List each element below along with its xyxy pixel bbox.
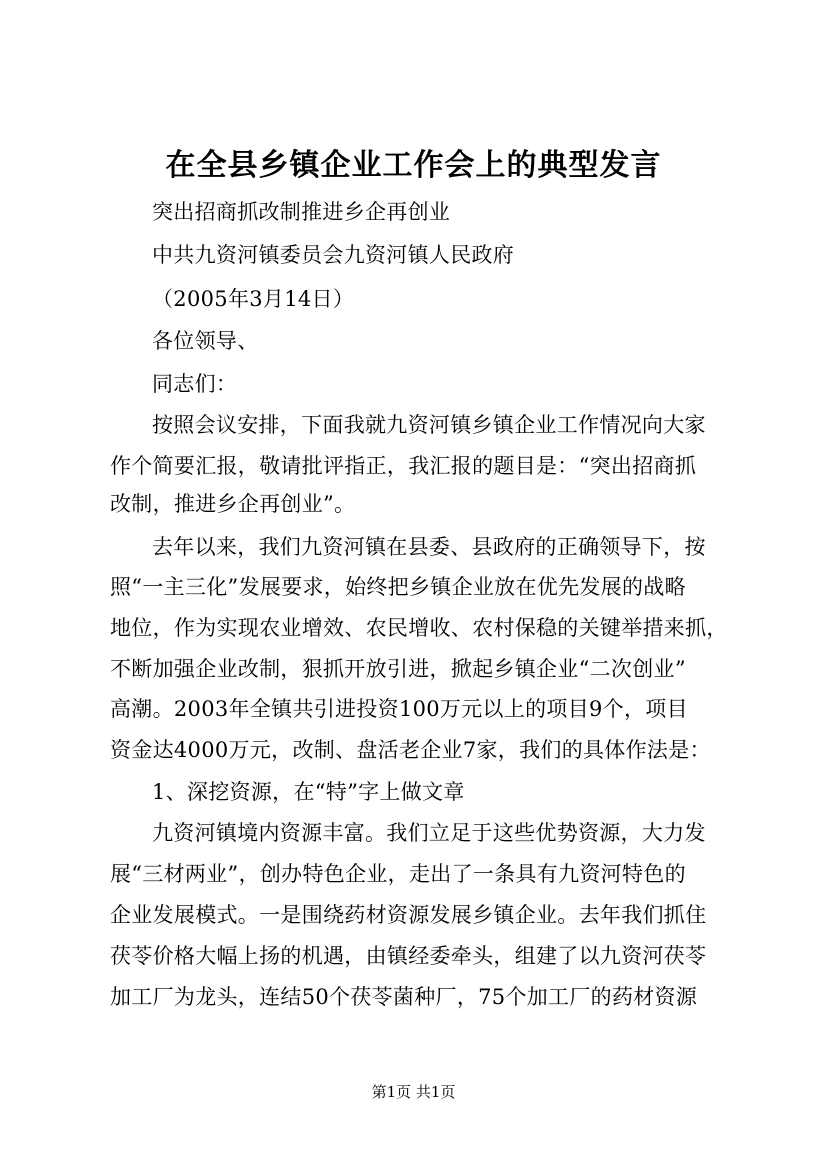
body-text-line: 改制，推进乡企再创业”。 [110, 492, 356, 516]
body-text-line: 按照会议安排，下面我就九资河镇乡镇企业工作情况向大家 [152, 413, 706, 437]
section-heading: 1、深挖资源，在“特”字上做文章 [152, 780, 465, 804]
body-text-line: 照“一主三化”发展要求，始终把乡镇企业放在优先发展的战略 [110, 575, 686, 599]
body-text-line: 高潮。2003年全镇共引进投资100万元以上的项目9个，项目 [110, 697, 688, 721]
issuer-line: 中共九资河镇委员会九资河镇人民政府 [152, 243, 515, 267]
subtitle: 突出招商抓改制推进乡企再创业 [152, 200, 451, 224]
body-text-line: 去年以来，我们九资河镇在县委、县政府的正确领导下，按 [152, 535, 706, 559]
salutation-line: 同志们： [152, 372, 238, 396]
salutation-line: 各位领导、 [152, 329, 259, 353]
document-title: 在全县乡镇企业工作会上的典型发言 [165, 148, 662, 183]
body-text-line: 九资河镇境内资源丰富。我们立足于这些优势资源，大力发 [152, 821, 706, 845]
date-line: （2005年3月14日） [152, 287, 355, 311]
body-text-line: 地位，作为实现农业增效、农民增收、农村保稳的关键举措来抓， [110, 616, 728, 640]
body-text-line: 不断加强企业改制，狠抓开放引进，掀起乡镇企业“二次创业” [110, 657, 686, 681]
body-text-line: 加工厂为龙头，连结50个茯苓菌种厂，75个加工厂的药材资源 [110, 985, 698, 1009]
body-text-line: 企业发展模式。一是围绕药材资源发展乡镇企业。去年我们抓住 [110, 903, 707, 927]
body-text-line: 展“三材两业”，创办特色企业，走出了一条具有九资河特色的 [110, 862, 686, 886]
body-text-line: 作个简要汇报，敬请批评指正，我汇报的题目是：“突出招商抓 [110, 454, 697, 478]
page-footer: 第1页 共1页 [371, 1083, 456, 1101]
body-text-line: 资金达4000万元，改制、盘活老企业7家，我们的具体作法是： [110, 738, 711, 762]
body-text-line: 茯苓价格大幅上扬的机遇，由镇经委牵头，组建了以九资河茯苓 [110, 944, 707, 968]
